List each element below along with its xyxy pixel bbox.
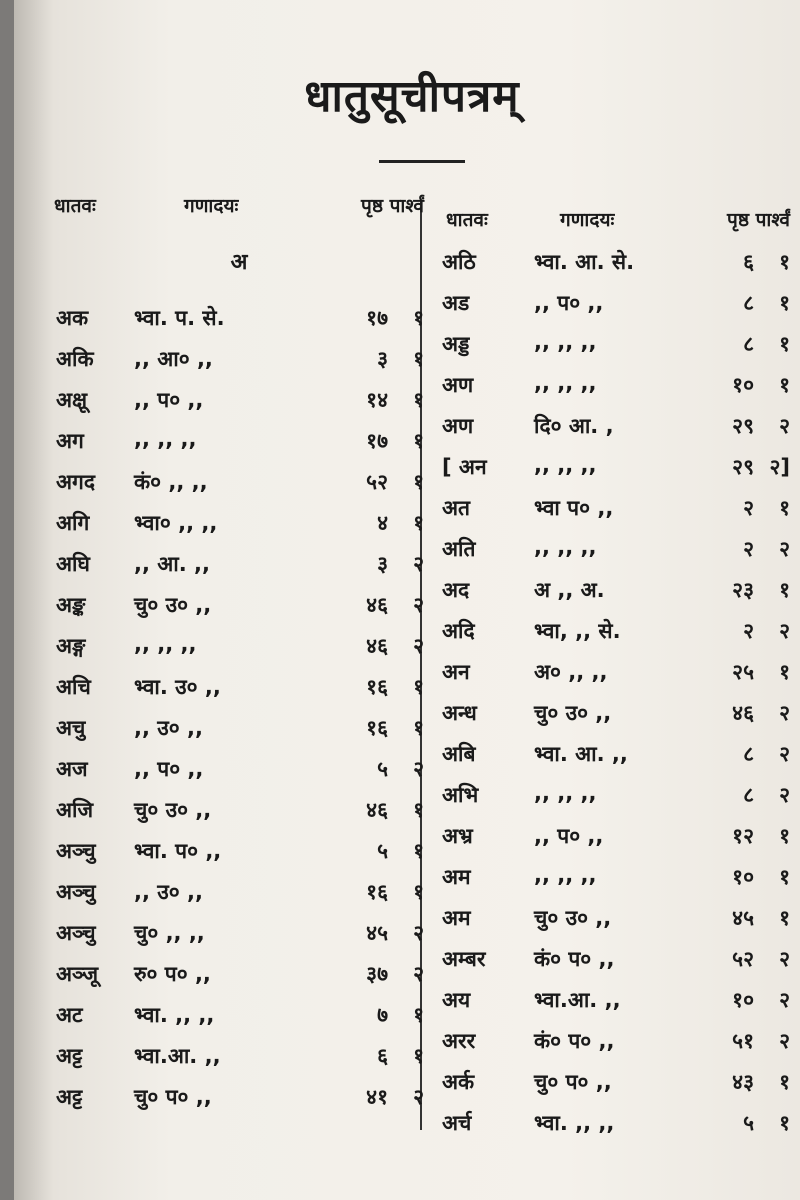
table-row bbox=[440, 855, 790, 896]
dhatu-cell: अम bbox=[442, 906, 471, 930]
page-cell: २ bbox=[743, 496, 754, 520]
table-row bbox=[54, 1034, 424, 1075]
table-row bbox=[440, 527, 790, 568]
gana-cell: ,, ,, ,, bbox=[534, 453, 597, 477]
gana-cell: ,, प० ,, bbox=[534, 824, 604, 848]
right-header-row bbox=[440, 200, 790, 240]
gana-cell: भ्वा० ,, ,, bbox=[134, 511, 218, 535]
side-cell: १ bbox=[779, 496, 790, 520]
page-cell: १४ bbox=[366, 388, 388, 412]
dhatu-cell: अचु bbox=[56, 716, 86, 740]
side-cell: १ bbox=[779, 578, 790, 602]
table-row bbox=[440, 978, 790, 1019]
page-cell: ३ bbox=[377, 347, 388, 371]
side-cell: २ bbox=[779, 1029, 790, 1053]
dhatu-cell: अकि bbox=[56, 347, 94, 371]
side-cell: १ bbox=[413, 839, 424, 863]
side-cell: १ bbox=[779, 291, 790, 315]
page-cell: ६ bbox=[377, 1044, 388, 1068]
page-cell: ५२ bbox=[366, 470, 388, 494]
page-cell: १६ bbox=[366, 716, 388, 740]
page-cell: ४६ bbox=[366, 798, 388, 822]
table-row bbox=[440, 773, 790, 814]
dhatu-cell: अण bbox=[442, 414, 474, 438]
gana-cell: ,, ,, ,, bbox=[134, 632, 197, 656]
section-letter: अ bbox=[230, 250, 248, 275]
table-row bbox=[440, 896, 790, 937]
table-row bbox=[54, 829, 424, 870]
side-cell: २ bbox=[779, 414, 790, 438]
gana-cell: ,, ,, ,, bbox=[534, 371, 597, 395]
side-cell: १ bbox=[413, 675, 424, 699]
page-cell: ४१ bbox=[366, 1085, 388, 1109]
page-cell: ५१ bbox=[732, 1029, 754, 1053]
gana-cell: कं० प० ,, bbox=[534, 947, 615, 971]
side-cell: २ bbox=[413, 593, 424, 617]
table-row bbox=[440, 691, 790, 732]
table-row bbox=[440, 445, 790, 486]
side-cell: २ bbox=[779, 701, 790, 725]
table-row bbox=[54, 501, 424, 542]
gana-cell: भ्वा प० ,, bbox=[534, 496, 614, 520]
side-cell: १ bbox=[413, 880, 424, 904]
dhatu-cell: अन्ध bbox=[442, 701, 477, 725]
page-cell: १६ bbox=[366, 880, 388, 904]
side-cell: २ bbox=[779, 537, 790, 561]
table-row bbox=[440, 240, 790, 281]
table-row bbox=[440, 322, 790, 363]
dhatu-cell: अबि bbox=[442, 742, 476, 766]
gana-cell: चु० प० ,, bbox=[134, 1085, 212, 1109]
gana-cell: ,, उ० ,, bbox=[134, 880, 203, 904]
page-cell: २ bbox=[743, 537, 754, 561]
page-cell: १२ bbox=[732, 824, 754, 848]
side-cell: २ bbox=[413, 634, 424, 658]
gana-cell: ,, प० ,, bbox=[134, 388, 204, 412]
dhatu-cell: अठि bbox=[442, 250, 476, 274]
page-cell: २९ bbox=[732, 455, 754, 479]
gana-cell: ,, ,, ,, bbox=[534, 863, 597, 887]
right-column bbox=[440, 200, 790, 1142]
gana-cell: रु० प० ,, bbox=[134, 962, 211, 986]
dhatu-cell: अन bbox=[442, 660, 470, 684]
dhatu-cell: अत bbox=[442, 496, 471, 520]
dhatu-cell: अग bbox=[56, 429, 84, 453]
page-cell: २ bbox=[743, 619, 754, 643]
table-row bbox=[440, 1101, 790, 1142]
gana-cell: कं० ,, ,, bbox=[134, 470, 208, 494]
gana-cell: भ्वा.आ. ,, bbox=[534, 988, 621, 1012]
page-cell: २३ bbox=[732, 578, 754, 602]
side-cell: १ bbox=[413, 716, 424, 740]
side-cell: २ bbox=[413, 552, 424, 576]
side-cell: २ bbox=[413, 1085, 424, 1109]
table-row bbox=[440, 486, 790, 527]
table-row bbox=[54, 706, 424, 747]
header-dhatu: धातवः bbox=[54, 195, 96, 217]
header-dhatu: धातवः bbox=[446, 209, 488, 231]
gana-cell: ,, आ० ,, bbox=[134, 347, 213, 371]
dhatu-cell: अट bbox=[56, 1003, 83, 1027]
table-row bbox=[54, 296, 424, 337]
page-cell: ५२ bbox=[732, 947, 754, 971]
dhatu-cell: अड्ड bbox=[442, 332, 470, 356]
gana-cell: भ्वा. प० ,, bbox=[134, 839, 222, 863]
side-cell: १ bbox=[413, 306, 424, 330]
dhatu-cell: अण bbox=[442, 373, 474, 397]
gana-cell: ,, आ. ,, bbox=[134, 552, 210, 576]
gana-cell: चु० उ० ,, bbox=[134, 593, 212, 617]
table-row bbox=[440, 404, 790, 445]
gana-cell: अ ,, अ. bbox=[534, 578, 605, 602]
gana-cell: ,, ,, ,, bbox=[534, 330, 597, 354]
side-cell: १ bbox=[779, 332, 790, 356]
page-cell: ४६ bbox=[366, 634, 388, 658]
left-header-row bbox=[54, 186, 424, 226]
dhatu-cell: अभ्र bbox=[442, 824, 473, 848]
table-row bbox=[54, 911, 424, 952]
side-cell: १ bbox=[779, 906, 790, 930]
page-cell: ४ bbox=[377, 511, 388, 535]
dhatu-cell: अघि bbox=[56, 552, 90, 576]
page-cell: ४३ bbox=[732, 1070, 754, 1094]
gana-cell: भ्वा. ,, ,, bbox=[134, 1003, 215, 1027]
table-row bbox=[54, 952, 424, 993]
gana-cell: चु० उ० ,, bbox=[534, 701, 612, 725]
table-row bbox=[440, 568, 790, 609]
header-page-side: पृष्ठ पार्श्वं bbox=[361, 195, 424, 217]
page-cell: ५ bbox=[743, 1111, 754, 1135]
table-row bbox=[440, 609, 790, 650]
left-column bbox=[54, 186, 424, 1116]
dhatu-cell: अर्च bbox=[442, 1111, 472, 1135]
table-row bbox=[440, 363, 790, 404]
table-row bbox=[440, 814, 790, 855]
dhatu-cell: अञ्चु bbox=[56, 921, 96, 945]
table-row bbox=[54, 378, 424, 419]
dhatu-cell: अञ्चु bbox=[56, 839, 96, 863]
gana-cell: चु० ,, ,, bbox=[134, 921, 205, 945]
page-cell: ८ bbox=[743, 742, 754, 766]
page-cell: ८ bbox=[743, 332, 754, 356]
dhatu-cell: अय bbox=[442, 988, 471, 1012]
table-row bbox=[54, 870, 424, 911]
gana-cell: भ्वा. उ० ,, bbox=[134, 675, 221, 699]
dhatu-cell: अम bbox=[442, 865, 471, 889]
side-cell: २ bbox=[779, 742, 790, 766]
page-cell: ४६ bbox=[366, 593, 388, 617]
gana-cell: ,, प० ,, bbox=[534, 291, 604, 315]
gana-cell: कं० प० ,, bbox=[534, 1029, 615, 1053]
side-cell: २] bbox=[769, 455, 790, 479]
page-cell: १७ bbox=[366, 306, 388, 330]
page-cell: २९ bbox=[732, 414, 754, 438]
page-cell: १० bbox=[732, 373, 754, 397]
dhatu-cell: अञ्चु bbox=[56, 880, 96, 904]
side-cell: २ bbox=[779, 783, 790, 807]
dhatu-cell: अज bbox=[56, 757, 88, 781]
dhatu-cell: अङ्क bbox=[56, 593, 86, 617]
gana-cell: भ्वा. ,, ,, bbox=[534, 1111, 615, 1135]
gana-cell: चु० प० ,, bbox=[534, 1070, 612, 1094]
page-cell: १६ bbox=[366, 675, 388, 699]
header-gana: गणादयः bbox=[184, 195, 239, 217]
side-cell: १ bbox=[779, 1111, 790, 1135]
table-row bbox=[54, 583, 424, 624]
book-page bbox=[14, 0, 800, 1200]
dhatu-cell: अङ्ग bbox=[56, 634, 86, 658]
gana-cell: अ० ,, ,, bbox=[534, 660, 608, 684]
side-cell: १ bbox=[413, 347, 424, 371]
table-row bbox=[54, 460, 424, 501]
table-row bbox=[54, 747, 424, 788]
gana-cell: चु० उ० ,, bbox=[134, 798, 212, 822]
side-cell: २ bbox=[779, 947, 790, 971]
side-cell: २ bbox=[413, 757, 424, 781]
dhatu-cell: अति bbox=[442, 537, 476, 561]
side-cell: २ bbox=[413, 921, 424, 945]
side-cell: १ bbox=[779, 660, 790, 684]
dhatu-cell: अम्बर bbox=[442, 947, 486, 971]
table-row bbox=[54, 1075, 424, 1116]
dhatu-cell: अक्षू bbox=[56, 388, 88, 412]
dhatu-cell: अभि bbox=[442, 783, 479, 807]
gana-cell: भ्वा. प. से. bbox=[134, 306, 225, 330]
table-row bbox=[440, 281, 790, 322]
table-row bbox=[54, 624, 424, 665]
side-cell: १ bbox=[413, 1044, 424, 1068]
page-cell: १० bbox=[732, 865, 754, 889]
side-cell: १ bbox=[779, 1070, 790, 1094]
side-cell: १ bbox=[779, 373, 790, 397]
table-row bbox=[54, 788, 424, 829]
gana-cell: चु० उ० ,, bbox=[534, 906, 612, 930]
side-cell: १ bbox=[413, 429, 424, 453]
gana-cell: ,, प० ,, bbox=[134, 757, 204, 781]
side-cell: १ bbox=[413, 1003, 424, 1027]
side-cell: २ bbox=[779, 988, 790, 1012]
table-row bbox=[54, 993, 424, 1034]
side-cell: २ bbox=[413, 962, 424, 986]
side-cell: १ bbox=[413, 470, 424, 494]
dhatu-cell: अगद bbox=[56, 470, 96, 494]
dhatu-cell: अञ्जू bbox=[56, 962, 99, 986]
page-cell: ३७ bbox=[366, 962, 388, 986]
page-cell: ७ bbox=[377, 1003, 388, 1027]
gana-cell: भ्वा. आ. ,, bbox=[534, 742, 628, 766]
page-cell: १७ bbox=[366, 429, 388, 453]
gana-cell: ,, ,, ,, bbox=[534, 535, 597, 559]
page-cell: ४५ bbox=[366, 921, 388, 945]
side-cell: १ bbox=[413, 388, 424, 412]
page-cell: ४६ bbox=[732, 701, 754, 725]
title-rule bbox=[379, 160, 465, 163]
side-cell: १ bbox=[779, 865, 790, 889]
gana-cell: भ्वा, ,, से. bbox=[534, 619, 621, 643]
dhatu-cell: अट्ट bbox=[56, 1044, 83, 1068]
table-row bbox=[440, 732, 790, 773]
page-cell: ८ bbox=[743, 783, 754, 807]
dhatu-cell: अरर bbox=[442, 1029, 476, 1053]
table-row bbox=[54, 542, 424, 583]
table-row bbox=[54, 419, 424, 460]
table-row bbox=[440, 650, 790, 691]
left-rows bbox=[54, 296, 424, 1116]
header-gana: गणादयः bbox=[560, 209, 615, 231]
side-cell: २ bbox=[779, 619, 790, 643]
side-cell: १ bbox=[413, 511, 424, 535]
gana-cell: ,, ,, ,, bbox=[134, 427, 197, 451]
dhatu-cell: अचि bbox=[56, 675, 91, 699]
page-cell: १० bbox=[732, 988, 754, 1012]
dhatu-cell: अजि bbox=[56, 798, 94, 822]
page-cell: ६ bbox=[743, 250, 754, 274]
dhatu-cell: अगि bbox=[56, 511, 90, 535]
dhatu-cell: [ अन bbox=[442, 455, 487, 479]
page-cell: ५ bbox=[377, 757, 388, 781]
page-cell: ३ bbox=[377, 552, 388, 576]
dhatu-cell: अदि bbox=[442, 619, 475, 643]
header-page-side: पृष्ठ पार्श्वं bbox=[727, 209, 790, 231]
table-row bbox=[440, 1019, 790, 1060]
dhatu-cell: अद bbox=[442, 578, 470, 602]
gana-cell: ,, ,, ,, bbox=[534, 781, 597, 805]
page-cell: ८ bbox=[743, 291, 754, 315]
dhatu-cell: अट्ट bbox=[56, 1085, 83, 1109]
gana-cell: भ्वा.आ. ,, bbox=[134, 1044, 221, 1068]
dhatu-cell: अड bbox=[442, 291, 470, 315]
side-cell: १ bbox=[779, 824, 790, 848]
side-cell: १ bbox=[413, 798, 424, 822]
right-rows bbox=[440, 240, 790, 1142]
gana-cell: भ्वा. आ. से. bbox=[534, 250, 635, 274]
dhatu-cell: अक bbox=[56, 306, 89, 330]
gana-cell: दि० आ. , bbox=[534, 414, 614, 438]
page-title: धातुसूचीपत्रम् bbox=[304, 71, 520, 122]
table-row bbox=[440, 1060, 790, 1101]
page-cell: ४५ bbox=[732, 906, 754, 930]
side-cell: १ bbox=[779, 250, 790, 274]
table-row bbox=[440, 937, 790, 978]
table-row bbox=[54, 337, 424, 378]
page-cell: २५ bbox=[732, 660, 754, 684]
table-row bbox=[54, 665, 424, 706]
gana-cell: ,, उ० ,, bbox=[134, 716, 203, 740]
page-cell: ५ bbox=[377, 839, 388, 863]
dhatu-cell: अर्क bbox=[442, 1070, 475, 1094]
